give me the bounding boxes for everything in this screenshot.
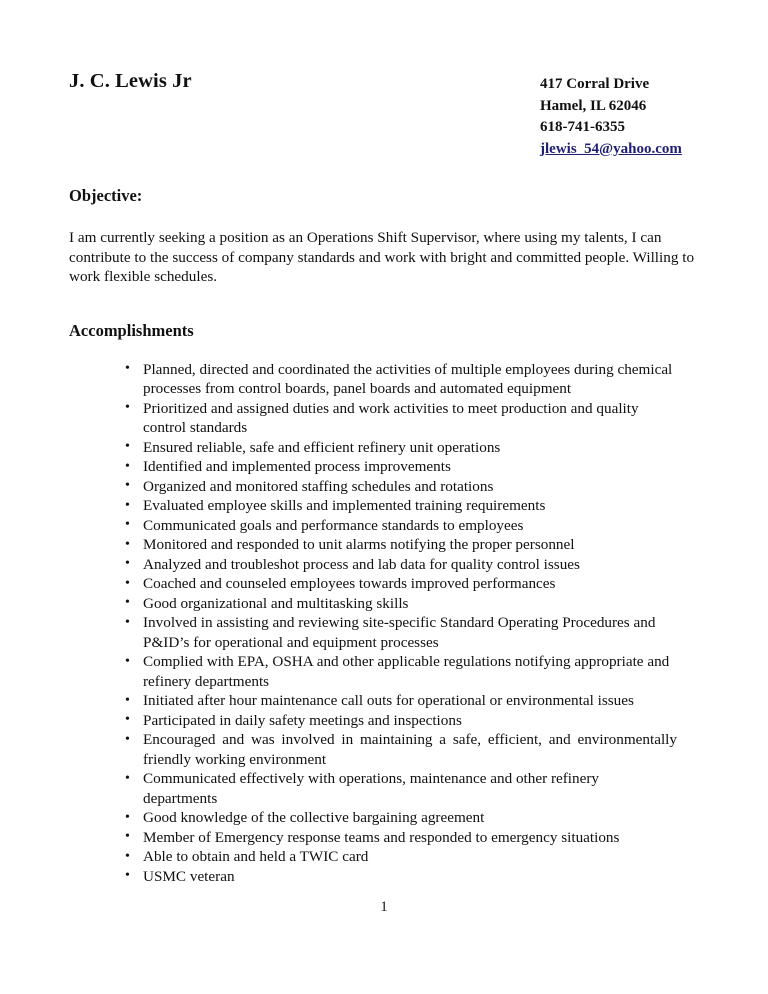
- accomplishment-item: • Able to obtain and held a TWIC card: [97, 847, 677, 867]
- accomplishment-item: • Organized and monitored staffing schedules and rotations: [97, 477, 677, 497]
- accomplishment-item: • USMC veteran: [97, 867, 677, 887]
- accomplishment-item: • Participated in daily safety meetings and inspections: [97, 711, 677, 731]
- accomplishment-item: • Coached and counseled employees towards improved performances: [97, 574, 677, 594]
- accomplishment-item: • Communicated goals and performance standards to employees: [97, 516, 677, 536]
- accomplishment-item: • Initiated after hour maintenance call outs for operational or environmental issues: [97, 691, 677, 711]
- phone-number: 618-741-6355: [540, 119, 625, 135]
- accomplishment-item: • Planned, directed and coordinated the activities of multiple employees during chemical processes from control boards, panel boards and automated equipment: [97, 360, 677, 399]
- accomplishment-item: • Involved in assisting and reviewing site-specific Standard Operating Procedures and P&ID’s for operational and equipment processes: [97, 613, 677, 652]
- address-line-1: 417 Corral Drive: [540, 76, 650, 92]
- accomplishment-item: • Good knowledge of the collective bargaining agreement: [97, 808, 677, 828]
- email-link[interactable]: jlewis_54@yahoo.com: [540, 140, 682, 157]
- accomplishment-item: • Analyzed and troubleshot process and lab data for quality control issues: [97, 555, 677, 575]
- candidate-name: J. C. Lewis Jr: [69, 70, 192, 92]
- accomplishments-heading: Accomplishments: [69, 320, 194, 340]
- accomplishment-item: • Communicated effectively with operations, maintenance and other refinery departments: [97, 769, 677, 808]
- page-number: 1: [380, 899, 388, 915]
- email-line: [540, 139, 682, 161]
- accomplishment-item: • Complied with EPA, OSHA and other applicable regulations notifying appropriate and refinery departments: [97, 652, 677, 691]
- accomplishment-item: • Evaluated employee skills and implemented training requirements: [97, 496, 677, 516]
- accomplishment-item: • Prioritized and assigned duties and work activities to meet production and quality control standards: [97, 399, 677, 438]
- accomplishment-item: • Good organizational and multitasking skills: [97, 594, 677, 614]
- accomplishments-list: [69, 360, 698, 887]
- contact-block: [540, 74, 682, 160]
- objective-paragraph: I am currently seeking a position as an Operations Shift Supervisor, where using my talents, I can contribute to the success of company standards and work with bright and committed people. Willing to work flexible schedules.: [69, 229, 695, 286]
- accomplishment-item: • Member of Emergency response teams and responded to emergency situations: [97, 828, 677, 848]
- resume-header: [69, 64, 698, 164]
- address-line-2: Hamel, IL 62046: [540, 97, 647, 114]
- objective-heading: Objective:: [69, 186, 143, 205]
- accomplishment-item: • Ensured reliable, safe and efficient refinery unit operations: [97, 438, 677, 458]
- accomplishment-item: • Encouraged and was involved in maintaining a safe, efficient, and environmentally friendly working environment: [97, 730, 677, 769]
- accomplishment-item: • Identified and implemented process improvements: [97, 457, 677, 477]
- accomplishment-item: • Monitored and responded to unit alarms notifying the proper personnel: [97, 535, 677, 555]
- document-content: [69, 64, 698, 886]
